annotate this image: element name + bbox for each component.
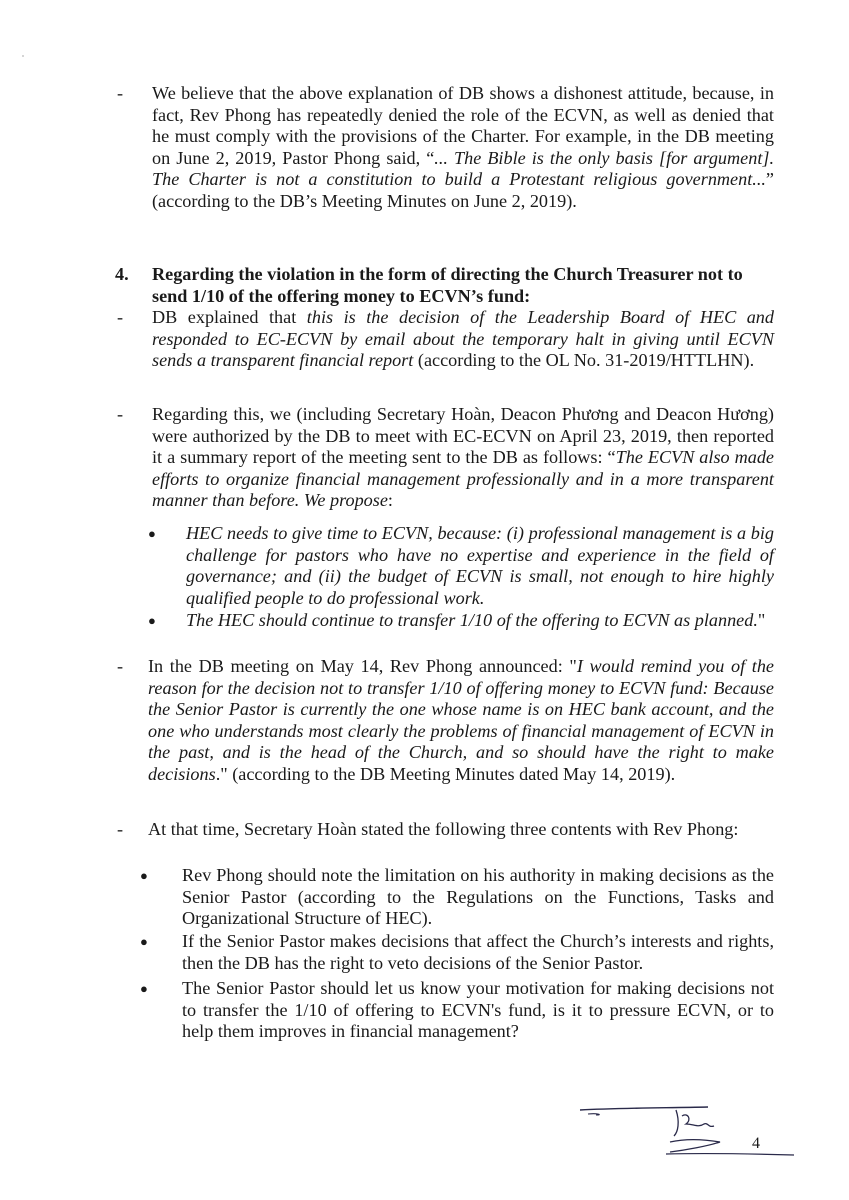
signature-initials xyxy=(558,1102,798,1162)
bullet-marker: ● xyxy=(140,934,148,949)
paragraph-text: ." (according to the DB Meeting Minutes dated May 14, 2019). xyxy=(215,763,676,784)
bullet-marker: ● xyxy=(140,868,148,883)
proposal-text: HEC needs to give time to ECVN, because: (i) professional management is a big challenge for pastors who have no expertise and experience in the field of governance; and (ii) the budget of ECVN is small, not enough to hire highly qualified people to do professional work. xyxy=(186,523,774,608)
paragraph-secretary-statement: At that time, Secretary Hoàn stated the following three contents with Rev Phong: xyxy=(148,819,739,839)
paragraph-text: (according to the OL No. 31-2019/HTTLHN). xyxy=(413,350,755,371)
bullet-marker: ● xyxy=(140,981,148,996)
quote-text: The ECVN also made efforts to organize financial management professionally and in a more transparent manner than before. We propose xyxy=(152,447,774,511)
paragraph-text: DB explained that xyxy=(152,307,307,327)
paragraph-text: Regarding this, we (including Secretary Hoàn, Deacon Phương and Deacon Hương) were authorized by the DB to meet with EC-ECVN on April 23, 2019, then reported it a summary report of the meeting sent to the DB as follows: “ xyxy=(152,404,774,468)
dash-marker: - xyxy=(117,819,124,839)
proposal-text: The HEC should continue to transfer 1/10 of the offering to ECVN as planned. xyxy=(186,610,758,630)
dash-marker: - xyxy=(117,656,124,676)
statement-item: The Senior Pastor should let us know your motivation for making decisions not to transfer the 1/10 of offering to ECVN's fund, is it to pressure ECVN, or to help them improves in financial management? xyxy=(182,978,774,1042)
section-heading: Regarding the violation in the form of directing the Church Treasurer not to send 1/10 of the offering money to ECVN’s fund: xyxy=(152,264,743,306)
paragraph-text: We believe that the above explanation of DB shows a dishonest attitude, because, in fact, Rev Phong has repeatedly denied the role of the ECVN, as well as denied that he must comply with the provisions of the Charter. For example, in the DB meeting on June 2, 2019, Pastor Phong said, “ xyxy=(152,83,774,168)
bullet-marker: ● xyxy=(148,613,156,628)
paragraph-db-explanation xyxy=(152,307,774,372)
paragraph-text: : xyxy=(387,490,393,511)
paragraph-dishonest-attitude xyxy=(152,83,774,213)
scan-speck xyxy=(22,55,24,57)
dash-marker: - xyxy=(117,307,124,327)
dash-marker: - xyxy=(117,404,124,424)
page-number: 4 xyxy=(752,1135,760,1152)
section-number: 4. xyxy=(115,264,129,284)
paragraph-text: In the DB meeting on May 14, Rev Phong announced: " xyxy=(148,656,577,676)
quote-text: I would remind you of the reason for the decision not to transfer 1/10 of offering money to ECVN fund: Because the Senior Pastor is currently the one whose name is on HEC bank account, and the one who understands most clearly the problems of financial management of ECVN in the past, and is the head of the Church, and so should have the right to make decisions xyxy=(148,656,774,784)
quote-text: this is the decision of the Leadership Board of HEC and responded to EC-ECVN by email about the temporary halt in giving until ECVN sends a transparent financial report xyxy=(152,307,774,371)
paragraph-may-14-announcement xyxy=(148,656,774,786)
quote-text: ... The Bible is the only basis [for argument]. The Charter is not a constitution to build a Protestant religious government... xyxy=(152,147,774,190)
proposal-item xyxy=(186,523,774,609)
bullet-marker: ● xyxy=(148,526,156,541)
paragraph-text: ” (according to the DB’s Meeting Minutes on June 2, 2019). xyxy=(152,169,774,211)
proposal-item xyxy=(186,610,774,632)
statement-item: If the Senior Pastor makes decisions that affect the Church’s interests and rights, then the DB has the right to veto decisions of the Senior Pastor. xyxy=(182,931,774,973)
closing-quote: " xyxy=(757,610,766,630)
dash-marker: - xyxy=(117,83,124,103)
paragraph-meeting-report xyxy=(152,404,774,512)
statement-item: Rev Phong should note the limitation on his authority in making decisions as the Senior Pastor (according to the Regulations on the Functions, Tasks and Organizational Structure of HEC). xyxy=(182,865,774,929)
